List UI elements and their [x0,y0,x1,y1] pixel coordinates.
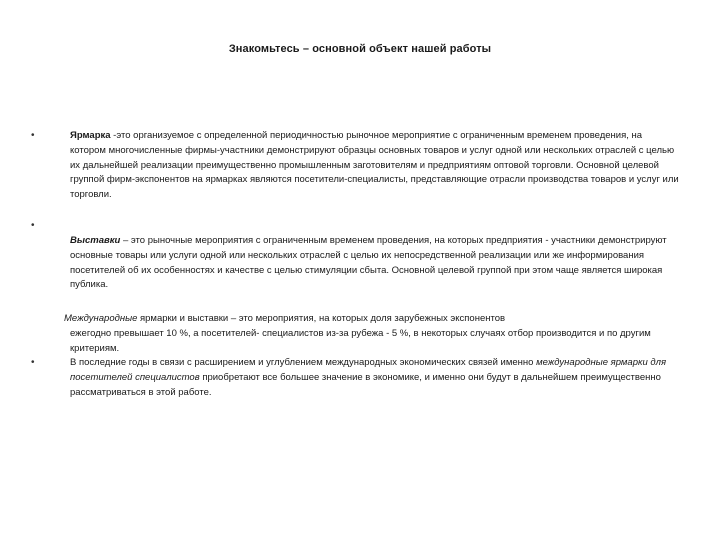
recent-text-2: приобретают все большее значение в экономике, и именно они будут в дальнейшем преимущественно рассматриваться в этой работе. [70,371,661,398]
exhibition-term: Выставки [70,235,121,246]
international-definition [64,312,684,356]
fair-term: Ярмарка [70,130,111,141]
slide-title: Знакомьтесь – основной объект нашей работы [228,43,492,55]
international-first-line: ярмарки и выставки – это мероприятия, на которых доля зарубежных экспонентов [137,313,506,324]
bullet-marker: • [31,130,35,141]
international-term: Международные [64,313,138,324]
recent-years-paragraph [70,356,680,400]
bullet-marker: • [31,220,35,231]
exhibition-definition [70,234,680,293]
fair-text: -это организуемое с определенной периодичностью рыночное мероприятие с ограниченным временем проведения, на котором многочисленные фирмы-участники демонстрируют образцы основных товаров и услуг одной или нескольких отраслей с целью их дальнейшей реализации преимущественно промышленным заготовителям и предприятиям оптовой торговли. Основной целевой группой фирм-экспонентов на ярмарках являются посетители-специалисты, представляющие отрасли производства товаров и услуг или торговли. [70,130,679,201]
fair-definition [70,129,680,203]
recent-text-1: В последние годы в связи с расширением и углублением международных экономических связей именно [70,357,537,368]
bullet-marker: • [31,357,35,368]
international-continuation: ежегодно превышает 10 %, а посетителей- специалистов из-за рубежа - 5 %, в некоторых случаях отбор производится и по другим критериям. [70,327,651,354]
exhibition-text: – это рыночные мероприятия с ограниченным временем проведения, на которых предприятия - участники демонстрируют основные товары или услуги одной или нескольких отраслей с целью их непосредственной реализации или же информирования посетителей об их особенностях и качестве с целью стимуляции сбыта. Основной целевой группой при этом чаще является широкая публика. [70,235,667,291]
recent-italic-phrase: международные ярмарки для посетителей специалистов [70,357,667,383]
